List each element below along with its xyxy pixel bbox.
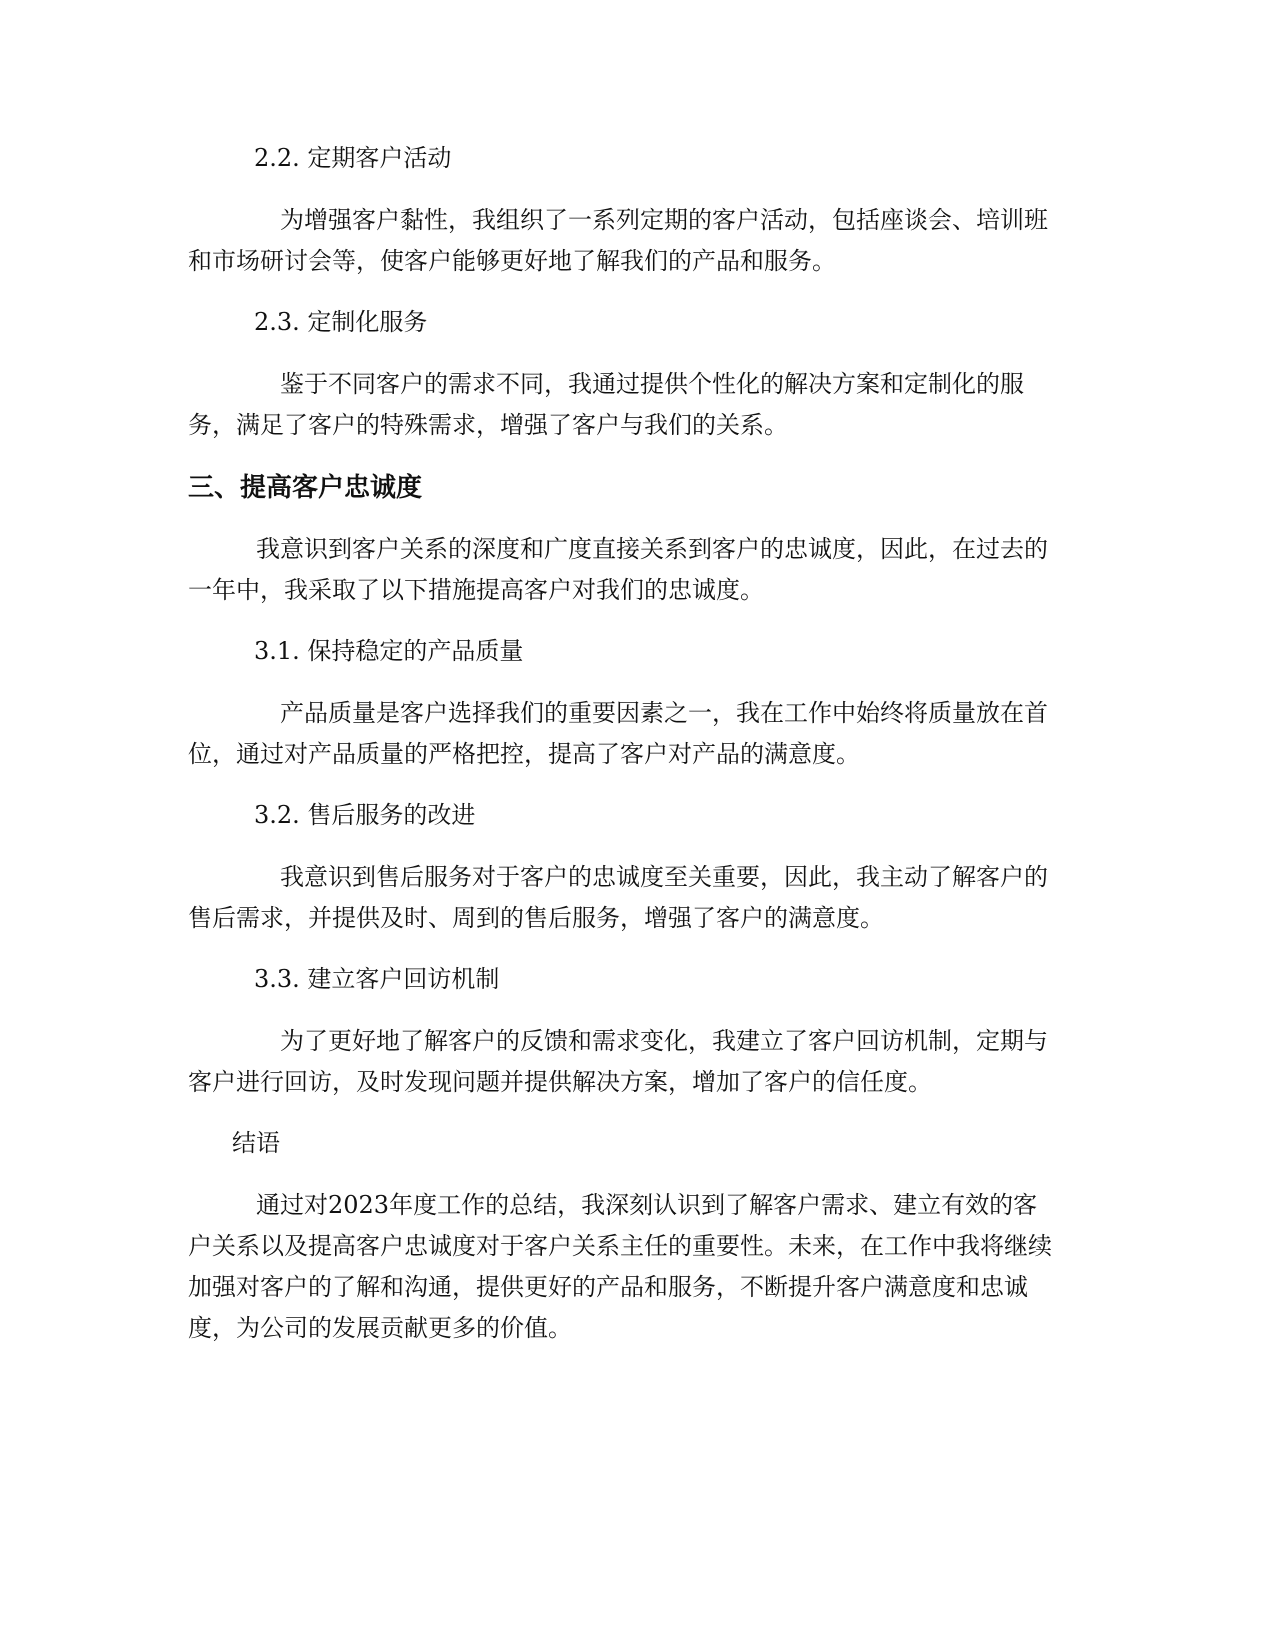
section-3-heading: 三、提高客户忠诚度 xyxy=(188,473,423,503)
section-3-1-body-line: 位，通过对产品质量的严格把控，提高了客户对产品的满意度。 xyxy=(188,740,860,768)
section-3-intro xyxy=(188,529,1088,611)
section-3-3-body-line: 为了更好地了解客户的反馈和需求变化，我建立了客户回访机制，定期与 xyxy=(280,1027,1048,1055)
section-3-intro-line: 我意识到客户关系的深度和广度直接关系到客户的忠诚度，因此，在过去的 xyxy=(256,535,1048,563)
conclusion-body-line: 度，为公司的发展贡献更多的价值。 xyxy=(188,1314,572,1342)
section-3-2-body-line: 我意识到售后服务对于客户的忠诚度至关重要，因此，我主动了解客户的 xyxy=(280,863,1048,891)
section-2-2-body-line: 为增强客户黏性，我组织了一系列定期的客户活动，包括座谈会、培训班 xyxy=(280,206,1048,234)
section-3-1-title: 3.1. 保持稳定的产品质量 xyxy=(254,637,524,665)
section-3-2-body-line: 售后需求，并提供及时、周到的售后服务，增强了客户的满意度。 xyxy=(188,904,884,932)
conclusion-title: 结语 xyxy=(232,1129,280,1157)
section-3-3-title: 3.3. 建立客户回访机制 xyxy=(254,965,500,993)
section-3-1-body xyxy=(188,693,1088,775)
section-2-3-body-line: 鉴于不同客户的需求不同，我通过提供个性化的解决方案和定制化的服 xyxy=(280,370,1024,398)
section-2-3-body xyxy=(188,364,1088,446)
section-3-3-body-line: 客户进行回访，及时发现问题并提供解决方案，增加了客户的信任度。 xyxy=(188,1068,932,1096)
section-2-2-body xyxy=(188,200,1088,282)
section-3-2-title: 3.2. 售后服务的改进 xyxy=(254,801,476,829)
section-3-3-body xyxy=(188,1021,1088,1103)
conclusion-body-line: 加强对客户的了解和沟通，提供更好的产品和服务，不断提升客户满意度和忠诚 xyxy=(188,1273,1028,1301)
section-3-1-body-line: 产品质量是客户选择我们的重要因素之一，我在工作中始终将质量放在首 xyxy=(280,699,1048,727)
section-2-2-title: 2.2. 定期客户活动 xyxy=(254,144,452,172)
section-2-3-title: 2.3. 定制化服务 xyxy=(254,308,428,336)
section-2-2-body-line: 和市场研讨会等，使客户能够更好地了解我们的产品和服务。 xyxy=(188,247,836,275)
section-3-intro-line: 一年中，我采取了以下措施提高客户对我们的忠诚度。 xyxy=(188,576,764,604)
conclusion-body-line: 通过对2023年度工作的总结，我深刻认识到了解客户需求、建立有效的客 xyxy=(256,1191,1038,1219)
conclusion-body xyxy=(188,1185,1088,1349)
section-2-3-body-line: 务，满足了客户的特殊需求，增强了客户与我们的关系。 xyxy=(188,411,788,439)
section-3-2-body xyxy=(188,857,1088,939)
conclusion-body-line: 户关系以及提高客户忠诚度对于客户关系主任的重要性。未来，在工作中我将继续 xyxy=(188,1232,1052,1260)
